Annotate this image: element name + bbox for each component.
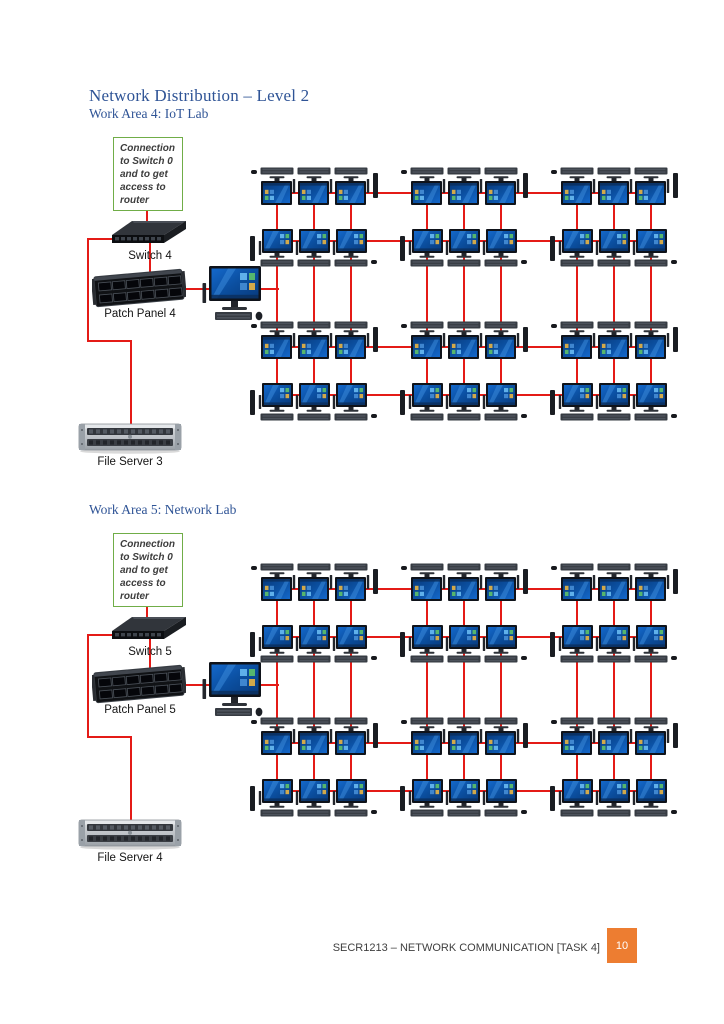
connection-line <box>276 193 278 395</box>
desktop-pc-icon <box>445 383 481 423</box>
desktop-pc-icon <box>261 319 297 359</box>
workstation-row-group <box>550 779 678 819</box>
pc-tower-icon <box>250 632 255 657</box>
workstation-row-group <box>250 383 378 423</box>
desktop-pc-icon <box>485 561 521 601</box>
pc-tower-icon <box>550 632 555 657</box>
desktop-pc-icon <box>595 779 631 819</box>
workstation-row-group <box>550 715 678 755</box>
desktop-pc-icon <box>258 383 294 423</box>
work-area-section <box>0 106 724 510</box>
desktop-pc-icon <box>445 625 481 665</box>
work-area-heading: Work Area 5: Network Lab <box>89 502 237 517</box>
workstation-row-group <box>400 625 528 665</box>
workstation-row-group <box>250 561 378 601</box>
mouse-icon <box>401 171 407 175</box>
desktop-pc-icon <box>598 165 634 205</box>
desktop-pc-icon <box>258 229 294 269</box>
patch-panel-label: Patch Panel 5 <box>104 704 176 716</box>
desktop-pc-icon <box>335 319 371 359</box>
desktop-pc-icon <box>595 625 631 665</box>
workstation-row-group <box>250 165 378 205</box>
desktop-pc-icon <box>408 625 444 665</box>
connection-line <box>350 589 352 791</box>
pc-tower-icon <box>400 786 405 811</box>
desktop-pc-icon <box>258 779 294 819</box>
admin-pc-icon <box>202 662 268 718</box>
desktop-pc-icon <box>448 561 484 601</box>
desktop-pc-icon <box>445 779 481 819</box>
pc-tower-icon <box>250 390 255 415</box>
desktop-pc-icon <box>595 383 631 423</box>
desktop-pc-icon <box>408 779 444 819</box>
desktop-pc-icon <box>298 561 334 601</box>
mouse-icon <box>551 171 557 175</box>
footer-course-text: SECR1213 – NETWORK COMMUNICATION [TASK 4] <box>332 942 600 954</box>
mouse-icon <box>671 656 677 660</box>
desktop-pc-icon <box>635 165 671 205</box>
connection-line <box>276 589 278 791</box>
desktop-pc-icon <box>411 715 447 755</box>
workstation-row-group <box>400 715 528 755</box>
pc-tower-icon <box>400 236 405 261</box>
desktop-pc-icon <box>635 715 671 755</box>
desktop-pc-icon <box>561 319 597 359</box>
pc-tower-icon <box>523 327 528 352</box>
workstation-row-group <box>400 779 528 819</box>
mouse-icon <box>401 325 407 329</box>
workstation-row-group <box>550 319 678 359</box>
pc-tower-icon <box>523 173 528 198</box>
pc-tower-icon <box>400 632 405 657</box>
desktop-pc-icon <box>411 165 447 205</box>
desktop-pc-icon <box>632 779 668 819</box>
work-area-section <box>0 502 724 906</box>
file-server-icon <box>77 814 183 852</box>
desktop-pc-icon <box>332 625 368 665</box>
desktop-pc-icon <box>482 779 518 819</box>
file-server-label: File Server 4 <box>97 852 163 864</box>
desktop-pc-icon <box>295 779 331 819</box>
desktop-pc-icon <box>335 165 371 205</box>
pc-tower-icon <box>523 569 528 594</box>
desktop-pc-icon <box>298 165 334 205</box>
connection-line <box>130 737 132 822</box>
desktop-pc-icon <box>485 715 521 755</box>
desktop-pc-icon <box>295 625 331 665</box>
mouse-icon <box>401 567 407 571</box>
desktop-pc-icon <box>561 561 597 601</box>
desktop-pc-icon <box>635 319 671 359</box>
patch-panel-icon <box>92 264 186 314</box>
connection-line <box>463 193 465 395</box>
workstation-row-group <box>250 625 378 665</box>
workstation-row-group <box>550 561 678 601</box>
connection-line <box>576 589 578 791</box>
desktop-pc-icon <box>558 383 594 423</box>
desktop-pc-icon <box>482 229 518 269</box>
mouse-icon <box>671 810 677 814</box>
desktop-pc-icon <box>598 561 634 601</box>
desktop-pc-icon <box>598 319 634 359</box>
connection-line <box>130 341 132 426</box>
desktop-pc-icon <box>445 229 481 269</box>
mouse-icon <box>401 721 407 725</box>
pc-tower-icon <box>673 173 678 198</box>
desktop-pc-icon <box>632 625 668 665</box>
desktop-pc-icon <box>635 561 671 601</box>
mouse-icon <box>551 325 557 329</box>
workstation-row-group <box>400 561 528 601</box>
workstation-row-group <box>550 383 678 423</box>
workstation-row-group <box>400 165 528 205</box>
mouse-icon <box>521 810 527 814</box>
mouse-icon <box>251 325 257 329</box>
desktop-pc-icon <box>558 625 594 665</box>
desktop-pc-icon <box>408 383 444 423</box>
connection-line <box>650 193 652 395</box>
switch-label: Switch 4 <box>128 250 172 262</box>
patch-panel-icon <box>92 660 186 710</box>
work-area-heading: Work Area 4: IoT Lab <box>89 106 209 121</box>
connection-line <box>500 193 502 395</box>
desktop-pc-icon <box>261 561 297 601</box>
desktop-pc-icon <box>595 229 631 269</box>
pc-tower-icon <box>250 786 255 811</box>
connection-line <box>313 193 315 395</box>
mouse-icon <box>371 414 377 418</box>
desktop-pc-icon <box>261 165 297 205</box>
pc-tower-icon <box>373 723 378 748</box>
desktop-pc-icon <box>482 625 518 665</box>
connection-line <box>613 193 615 395</box>
switch-icon <box>106 216 190 250</box>
workstation-row-group <box>550 165 678 205</box>
desktop-pc-icon <box>632 229 668 269</box>
pc-tower-icon <box>550 236 555 261</box>
pc-tower-icon <box>373 327 378 352</box>
connection-line <box>87 634 89 738</box>
desktop-pc-icon <box>448 319 484 359</box>
mouse-icon <box>371 260 377 264</box>
connection-line <box>426 589 428 791</box>
connection-line <box>613 589 615 791</box>
desktop-pc-icon <box>332 383 368 423</box>
page-title: Network Distribution – Level 2 <box>89 86 310 105</box>
mouse-icon <box>671 260 677 264</box>
desktop-pc-icon <box>332 229 368 269</box>
workstation-row-group <box>400 229 528 269</box>
mouse-icon <box>371 810 377 814</box>
connection-line <box>350 193 352 395</box>
workstation-row-group <box>550 229 678 269</box>
pc-tower-icon <box>550 786 555 811</box>
file-server-icon <box>77 418 183 456</box>
mouse-icon <box>521 656 527 660</box>
connection-line <box>650 589 652 791</box>
pc-tower-icon <box>373 569 378 594</box>
pc-tower-icon <box>373 173 378 198</box>
mouse-icon <box>371 656 377 660</box>
desktop-pc-icon <box>332 779 368 819</box>
connection-line <box>313 589 315 791</box>
desktop-pc-icon <box>448 165 484 205</box>
workstation-row-group <box>250 229 378 269</box>
pc-tower-icon <box>550 390 555 415</box>
workstation-row-group <box>400 319 528 359</box>
mouse-icon <box>521 414 527 418</box>
desktop-pc-icon <box>258 625 294 665</box>
desktop-pc-icon <box>335 561 371 601</box>
desktop-pc-icon <box>261 715 297 755</box>
file-server-label: File Server 3 <box>97 456 163 468</box>
connection-line <box>87 736 132 738</box>
workstation-row-group <box>400 383 528 423</box>
mouse-icon <box>251 567 257 571</box>
desktop-pc-icon <box>411 319 447 359</box>
connection-line <box>463 589 465 791</box>
page-number-badge: 10 <box>607 928 637 963</box>
desktop-pc-icon <box>298 715 334 755</box>
desktop-pc-icon <box>448 715 484 755</box>
connection-line <box>87 340 132 342</box>
desktop-pc-icon <box>485 319 521 359</box>
mouse-icon <box>251 171 257 175</box>
connection-line <box>87 238 89 342</box>
pc-tower-icon <box>250 236 255 261</box>
pc-tower-icon <box>523 723 528 748</box>
desktop-pc-icon <box>298 319 334 359</box>
desktop-pc-icon <box>335 715 371 755</box>
pc-tower-icon <box>400 390 405 415</box>
mouse-icon <box>551 567 557 571</box>
workstation-row-group <box>250 779 378 819</box>
desktop-pc-icon <box>295 383 331 423</box>
mouse-icon <box>251 721 257 725</box>
desktop-pc-icon <box>558 779 594 819</box>
connection-line <box>426 193 428 395</box>
workstation-row-group <box>250 319 378 359</box>
admin-pc-icon <box>202 266 268 322</box>
desktop-pc-icon <box>561 165 597 205</box>
desktop-pc-icon <box>598 715 634 755</box>
workstation-row-group <box>250 715 378 755</box>
desktop-pc-icon <box>561 715 597 755</box>
desktop-pc-icon <box>295 229 331 269</box>
patch-panel-label: Patch Panel 4 <box>104 308 176 320</box>
pc-tower-icon <box>673 569 678 594</box>
switch-label: Switch 5 <box>128 646 172 658</box>
desktop-pc-icon <box>482 383 518 423</box>
workstation-row-group <box>550 625 678 665</box>
connection-note: Connection to Switch 0 and to get access to router <box>113 533 183 607</box>
desktop-pc-icon <box>408 229 444 269</box>
mouse-icon <box>551 721 557 725</box>
pc-tower-icon <box>673 327 678 352</box>
desktop-pc-icon <box>485 165 521 205</box>
desktop-pc-icon <box>411 561 447 601</box>
pc-tower-icon <box>673 723 678 748</box>
connection-line <box>500 589 502 791</box>
connection-note: Connection to Switch 0 and to get access to router <box>113 137 183 211</box>
mouse-icon <box>671 414 677 418</box>
desktop-pc-icon <box>558 229 594 269</box>
mouse-icon <box>521 260 527 264</box>
desktop-pc-icon <box>632 383 668 423</box>
connection-line <box>576 193 578 395</box>
switch-icon <box>106 612 190 646</box>
